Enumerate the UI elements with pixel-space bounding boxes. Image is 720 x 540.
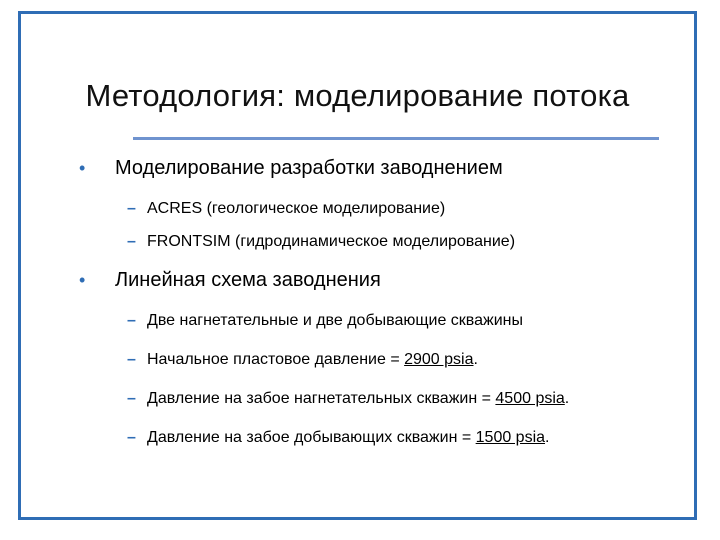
bullet-marker: •	[79, 158, 86, 178]
sub-bullet-item	[79, 387, 699, 426]
sub-bullet-text: ACRES (геологическое моделирование)	[147, 200, 446, 217]
period: .	[564, 390, 570, 407]
sub-bullet-text: FRONTSIM (гидродинамическое моделирование)	[147, 233, 516, 250]
sub-bullet-item	[79, 348, 699, 387]
pressure-value: 1500 psia	[475, 429, 546, 446]
bullet-marker: •	[79, 270, 86, 290]
bullet-list	[79, 153, 699, 465]
sub-bullet-marker: –	[127, 390, 136, 407]
sub-bullet-item	[79, 426, 699, 465]
sub-bullet-text	[147, 348, 478, 372]
sub-bullet-marker: –	[127, 351, 136, 368]
sub-bullet-marker: –	[127, 233, 136, 250]
bullet-text: Линейная схема заводнения	[115, 269, 381, 291]
title-divider	[133, 137, 659, 140]
pressure-value: 4500 psia	[495, 390, 565, 407]
period: .	[473, 351, 478, 368]
sub-bullet-text	[147, 387, 569, 411]
slide-title: Методология: моделирование потока	[85, 78, 630, 113]
pressure-label: Начальное пластовое давление =	[147, 351, 405, 368]
slide-frame	[18, 11, 697, 520]
pressure-label: Давление на забое нагнетательных скважин =	[147, 390, 496, 407]
sub-bullet-marker: –	[127, 312, 136, 329]
sub-bullet-text	[147, 426, 549, 450]
sub-bullet-item	[79, 230, 699, 265]
bullet-item	[79, 265, 699, 309]
sub-bullet-item	[79, 309, 699, 348]
sub-bullet-text: Две нагнетательные и две добывающие скважины	[147, 312, 523, 329]
bullet-item	[79, 153, 699, 197]
bullet-text: Моделирование разработки заводнением	[115, 157, 503, 179]
period: .	[545, 429, 550, 446]
sub-bullet-marker: –	[127, 200, 136, 217]
pressure-value: 2900 psia	[404, 351, 474, 368]
pressure-label: Давление на забое добывающих скважин =	[147, 429, 476, 446]
sub-bullet-marker: –	[127, 429, 136, 446]
sub-bullet-item	[79, 197, 699, 230]
